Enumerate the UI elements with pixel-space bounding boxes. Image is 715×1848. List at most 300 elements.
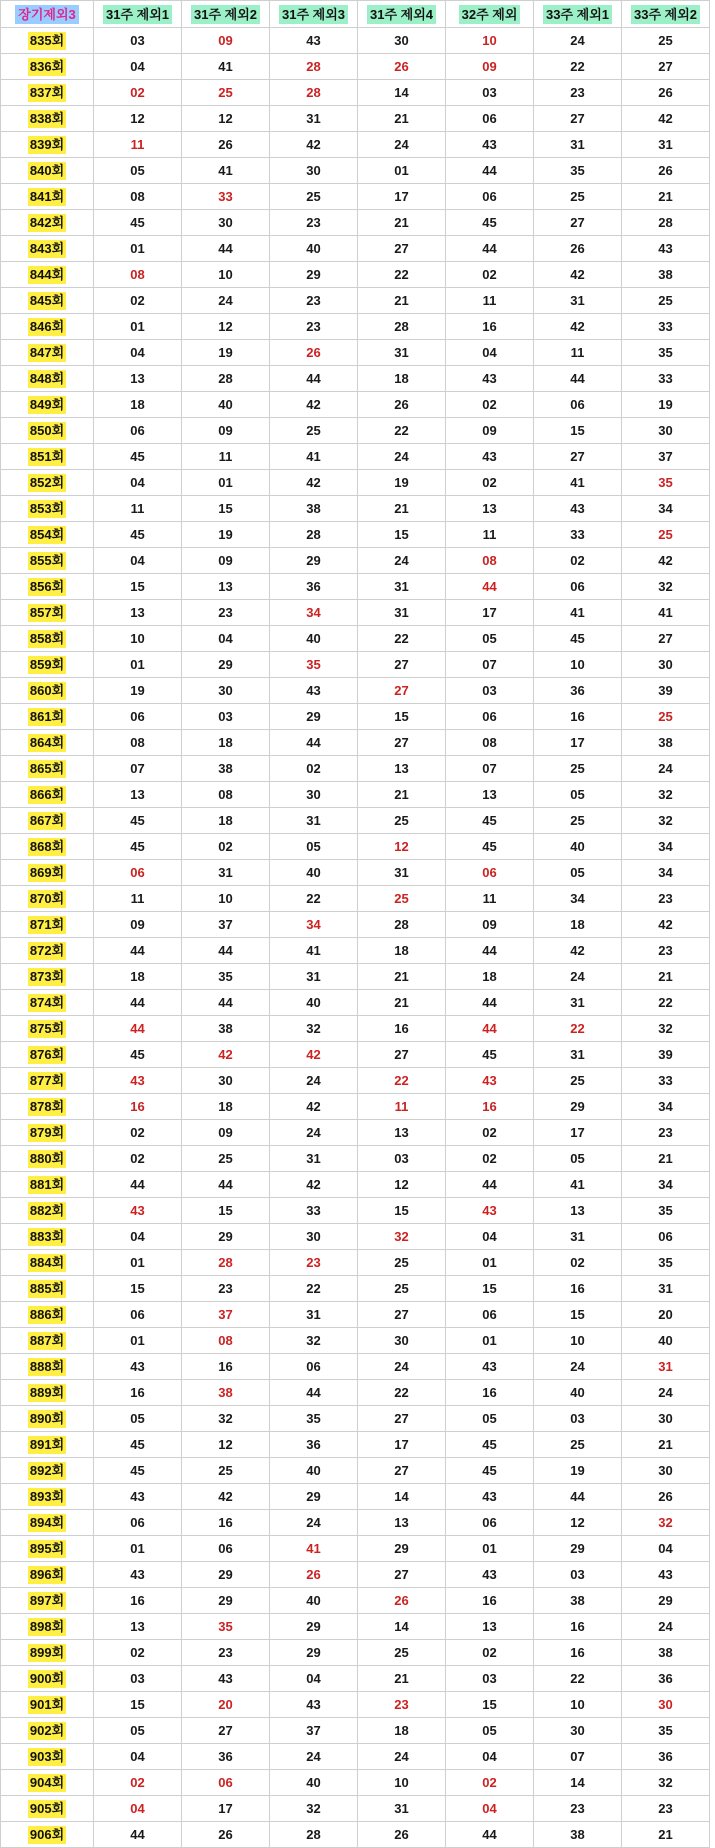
number-cell: 35 [270, 652, 358, 678]
round-label: 888회 [29, 1358, 65, 1374]
table-row [1, 158, 710, 184]
number-cell: 11 [534, 340, 622, 366]
number-cell: 11 [94, 132, 182, 158]
number-cell: 09 [446, 54, 534, 80]
number-cell: 21 [358, 990, 446, 1016]
number-cell: 03 [446, 678, 534, 704]
number-cell: 22 [622, 990, 710, 1016]
round-label: 875회 [29, 1020, 65, 1036]
table-row [1, 1692, 710, 1718]
number-cell: 38 [534, 1822, 622, 1848]
number-cell: 16 [534, 1276, 622, 1302]
number-cell: 31 [534, 132, 622, 158]
number-cell: 45 [446, 834, 534, 860]
number-cell: 12 [182, 106, 270, 132]
number-cell: 36 [270, 1432, 358, 1458]
number-cell: 36 [534, 678, 622, 704]
table-row [1, 340, 710, 366]
number-cell: 07 [534, 1744, 622, 1770]
table-row [1, 548, 710, 574]
table-row [1, 1406, 710, 1432]
number-cell: 24 [270, 1120, 358, 1146]
number-cell: 27 [534, 444, 622, 470]
number-cell: 03 [446, 80, 534, 106]
number-cell: 38 [622, 730, 710, 756]
number-cell: 21 [358, 496, 446, 522]
number-cell: 16 [182, 1510, 270, 1536]
number-cell: 21 [622, 1432, 710, 1458]
number-cell: 28 [358, 912, 446, 938]
number-cell: 02 [94, 1770, 182, 1796]
number-cell: 27 [358, 1042, 446, 1068]
number-cell: 32 [622, 1510, 710, 1536]
round-label: 871회 [29, 916, 65, 932]
number-cell: 44 [94, 938, 182, 964]
number-cell: 22 [534, 1666, 622, 1692]
round-label: 842회 [29, 214, 65, 230]
number-cell: 34 [622, 496, 710, 522]
number-cell: 14 [358, 80, 446, 106]
number-cell: 38 [182, 1016, 270, 1042]
number-cell: 35 [182, 964, 270, 990]
table-row [1, 938, 710, 964]
number-cell: 32 [622, 808, 710, 834]
number-cell: 41 [270, 1536, 358, 1562]
number-cell: 16 [182, 1354, 270, 1380]
number-cell: 40 [270, 1770, 358, 1796]
number-cell: 40 [534, 1380, 622, 1406]
number-cell: 27 [534, 210, 622, 236]
number-cell: 32 [270, 1796, 358, 1822]
number-cell: 06 [446, 860, 534, 886]
number-cell: 45 [446, 1432, 534, 1458]
number-cell: 13 [182, 574, 270, 600]
number-cell: 16 [446, 1588, 534, 1614]
number-cell: 18 [94, 392, 182, 418]
number-cell: 05 [534, 860, 622, 886]
number-cell: 25 [622, 522, 710, 548]
number-cell: 31 [270, 808, 358, 834]
round-cell [1, 1094, 94, 1120]
number-cell: 30 [622, 652, 710, 678]
table-row [1, 314, 710, 340]
round-label: 839회 [29, 136, 65, 152]
number-cell: 29 [182, 1588, 270, 1614]
round-label: 896회 [29, 1566, 65, 1582]
number-cell: 31 [622, 1276, 710, 1302]
round-cell [1, 1484, 94, 1510]
number-cell: 31 [358, 340, 446, 366]
table-row [1, 1510, 710, 1536]
number-cell: 06 [446, 184, 534, 210]
table-row [1, 470, 710, 496]
table-row [1, 1666, 710, 1692]
round-cell [1, 1406, 94, 1432]
round-label: 852회 [29, 474, 65, 490]
number-cell: 43 [622, 1562, 710, 1588]
number-cell: 23 [182, 600, 270, 626]
number-cell: 45 [534, 626, 622, 652]
number-cell: 43 [94, 1068, 182, 1094]
round-cell [1, 1666, 94, 1692]
number-cell: 12 [182, 314, 270, 340]
number-cell: 23 [622, 1796, 710, 1822]
number-cell: 44 [446, 574, 534, 600]
number-cell: 41 [270, 444, 358, 470]
number-cell: 25 [358, 1276, 446, 1302]
number-cell: 05 [446, 626, 534, 652]
round-cell [1, 210, 94, 236]
round-cell [1, 1536, 94, 1562]
number-cell: 30 [358, 1328, 446, 1354]
number-cell: 24 [270, 1510, 358, 1536]
number-cell: 42 [622, 106, 710, 132]
number-cell: 06 [94, 418, 182, 444]
round-label: 844회 [29, 266, 65, 282]
number-cell: 23 [622, 1120, 710, 1146]
number-cell: 35 [270, 1406, 358, 1432]
number-cell: 15 [94, 574, 182, 600]
number-cell: 04 [94, 470, 182, 496]
number-cell: 42 [622, 912, 710, 938]
number-cell: 18 [358, 366, 446, 392]
number-cell: 38 [270, 496, 358, 522]
number-cell: 10 [534, 1328, 622, 1354]
number-cell: 14 [358, 1614, 446, 1640]
round-cell [1, 392, 94, 418]
round-label: 846회 [29, 318, 65, 334]
number-cell: 33 [622, 1068, 710, 1094]
round-label: 886회 [29, 1306, 65, 1322]
round-label: 902회 [29, 1722, 65, 1738]
number-cell: 25 [622, 704, 710, 730]
table-row [1, 106, 710, 132]
round-label: 880회 [29, 1150, 65, 1166]
number-cell: 28 [270, 1822, 358, 1848]
round-label: 883회 [29, 1228, 65, 1244]
number-cell: 08 [182, 1328, 270, 1354]
number-cell: 01 [94, 1536, 182, 1562]
number-cell: 09 [94, 912, 182, 938]
number-cell: 24 [622, 1380, 710, 1406]
round-label: 854회 [29, 526, 65, 542]
number-cell: 24 [534, 1354, 622, 1380]
header-label: 32주 제외 [459, 5, 521, 24]
round-cell [1, 1328, 94, 1354]
table-row [1, 1328, 710, 1354]
round-label: 906회 [29, 1826, 65, 1842]
table-row [1, 574, 710, 600]
number-cell: 06 [94, 1510, 182, 1536]
number-cell: 24 [358, 548, 446, 574]
round-label: 868회 [29, 838, 65, 854]
round-label: 903회 [29, 1748, 65, 1764]
table-row [1, 1068, 710, 1094]
round-label: 857회 [29, 604, 65, 620]
number-cell: 04 [94, 54, 182, 80]
number-cell: 03 [94, 28, 182, 54]
number-cell: 41 [534, 470, 622, 496]
round-cell [1, 1120, 94, 1146]
round-label: 856회 [29, 578, 65, 594]
number-cell: 04 [94, 1224, 182, 1250]
table-row [1, 1354, 710, 1380]
number-cell: 13 [446, 1614, 534, 1640]
round-label: 872회 [29, 942, 65, 958]
number-cell: 02 [534, 548, 622, 574]
number-cell: 13 [358, 756, 446, 782]
number-cell: 05 [534, 782, 622, 808]
number-cell: 23 [270, 314, 358, 340]
table-row [1, 678, 710, 704]
number-cell: 27 [182, 1718, 270, 1744]
number-cell: 28 [270, 80, 358, 106]
number-cell: 04 [446, 1224, 534, 1250]
number-cell: 21 [622, 1822, 710, 1848]
number-cell: 24 [534, 964, 622, 990]
number-cell: 38 [182, 1380, 270, 1406]
number-cell: 05 [94, 158, 182, 184]
number-cell: 43 [94, 1198, 182, 1224]
round-cell [1, 1510, 94, 1536]
number-cell: 18 [358, 1718, 446, 1744]
number-cell: 02 [534, 1250, 622, 1276]
round-cell [1, 444, 94, 470]
number-cell: 25 [182, 80, 270, 106]
round-label: 892회 [29, 1462, 65, 1478]
number-cell: 06 [270, 1354, 358, 1380]
number-cell: 43 [446, 1562, 534, 1588]
number-cell: 21 [358, 288, 446, 314]
number-cell: 30 [182, 1068, 270, 1094]
number-cell: 17 [358, 184, 446, 210]
number-cell: 01 [94, 1328, 182, 1354]
number-cell: 43 [182, 1666, 270, 1692]
table-row [1, 184, 710, 210]
number-cell: 04 [182, 626, 270, 652]
number-cell: 45 [446, 1042, 534, 1068]
number-cell: 15 [182, 496, 270, 522]
number-cell: 28 [622, 210, 710, 236]
round-label: 851회 [29, 448, 65, 464]
number-cell: 25 [534, 756, 622, 782]
round-label: 870회 [29, 890, 65, 906]
number-cell: 16 [446, 1094, 534, 1120]
round-cell [1, 54, 94, 80]
number-cell: 08 [94, 184, 182, 210]
number-cell: 21 [622, 964, 710, 990]
header-label: 장기제외3 [15, 5, 78, 24]
table-row [1, 444, 710, 470]
number-cell: 33 [534, 522, 622, 548]
number-cell: 17 [358, 1432, 446, 1458]
number-cell: 16 [94, 1094, 182, 1120]
round-label: 838회 [29, 110, 65, 126]
number-cell: 23 [358, 1692, 446, 1718]
number-cell: 06 [94, 1302, 182, 1328]
number-cell: 30 [358, 28, 446, 54]
header-cell-31-4 [358, 1, 446, 28]
number-cell: 24 [358, 132, 446, 158]
table-row [1, 1718, 710, 1744]
round-cell [1, 1198, 94, 1224]
round-cell [1, 782, 94, 808]
round-cell [1, 1146, 94, 1172]
number-cell: 18 [182, 808, 270, 834]
header-label: 31주 제외3 [279, 5, 348, 24]
number-cell: 04 [270, 1666, 358, 1692]
number-cell: 34 [622, 860, 710, 886]
round-label: 865회 [29, 760, 65, 776]
table-row [1, 1640, 710, 1666]
table-row [1, 652, 710, 678]
number-cell: 04 [446, 1796, 534, 1822]
header-label: 31주 제외4 [367, 5, 436, 24]
number-cell: 31 [534, 288, 622, 314]
number-cell: 43 [622, 236, 710, 262]
round-label: 881회 [29, 1176, 65, 1192]
number-cell: 18 [94, 964, 182, 990]
round-label: 864회 [29, 734, 65, 750]
table-row [1, 1796, 710, 1822]
number-cell: 23 [182, 1640, 270, 1666]
number-cell: 32 [182, 1406, 270, 1432]
number-cell: 25 [534, 808, 622, 834]
number-cell: 04 [94, 548, 182, 574]
table-row [1, 600, 710, 626]
round-label: 897회 [29, 1592, 65, 1608]
round-cell [1, 80, 94, 106]
table-row [1, 1250, 710, 1276]
number-cell: 11 [94, 496, 182, 522]
round-label: 849회 [29, 396, 65, 412]
round-cell [1, 522, 94, 548]
round-cell [1, 990, 94, 1016]
round-cell [1, 652, 94, 678]
number-cell: 33 [622, 366, 710, 392]
table-row [1, 210, 710, 236]
number-cell: 27 [534, 106, 622, 132]
number-cell: 23 [270, 210, 358, 236]
table-row [1, 626, 710, 652]
number-cell: 15 [94, 1276, 182, 1302]
table-row [1, 886, 710, 912]
table-row [1, 1224, 710, 1250]
table-row [1, 860, 710, 886]
round-cell [1, 938, 94, 964]
number-cell: 15 [182, 1198, 270, 1224]
number-cell: 26 [358, 1588, 446, 1614]
number-cell: 42 [534, 314, 622, 340]
number-cell: 22 [534, 1016, 622, 1042]
round-label: 841회 [29, 188, 65, 204]
header-label: 33주 제외1 [543, 5, 612, 24]
number-cell: 19 [534, 1458, 622, 1484]
number-cell: 09 [182, 1120, 270, 1146]
number-cell: 30 [270, 158, 358, 184]
number-cell: 11 [446, 288, 534, 314]
number-cell: 35 [622, 470, 710, 496]
round-label: 901회 [29, 1696, 65, 1712]
number-cell: 13 [446, 496, 534, 522]
number-cell: 16 [94, 1588, 182, 1614]
number-cell: 40 [270, 236, 358, 262]
number-cell: 21 [622, 1146, 710, 1172]
number-cell: 16 [446, 314, 534, 340]
number-cell: 32 [622, 1016, 710, 1042]
number-cell: 03 [446, 1666, 534, 1692]
number-cell: 31 [534, 1224, 622, 1250]
round-label: 887회 [29, 1332, 65, 1348]
table-row [1, 1536, 710, 1562]
number-cell: 43 [446, 366, 534, 392]
round-cell [1, 106, 94, 132]
number-cell: 21 [622, 184, 710, 210]
number-cell: 28 [270, 54, 358, 80]
number-cell: 42 [270, 1042, 358, 1068]
number-cell: 44 [446, 158, 534, 184]
number-cell: 24 [358, 1744, 446, 1770]
round-label: 882회 [29, 1202, 65, 1218]
number-cell: 26 [182, 132, 270, 158]
number-cell: 19 [182, 522, 270, 548]
number-cell: 45 [94, 444, 182, 470]
round-cell [1, 548, 94, 574]
round-cell [1, 1016, 94, 1042]
number-cell: 44 [446, 1016, 534, 1042]
round-label: 898회 [29, 1618, 65, 1634]
number-cell: 32 [270, 1016, 358, 1042]
table-row [1, 1562, 710, 1588]
round-cell [1, 1042, 94, 1068]
number-cell: 27 [358, 678, 446, 704]
number-cell: 43 [446, 1068, 534, 1094]
number-cell: 26 [358, 1822, 446, 1848]
number-cell: 04 [446, 340, 534, 366]
number-cell: 45 [446, 808, 534, 834]
number-cell: 12 [94, 106, 182, 132]
number-cell: 02 [94, 288, 182, 314]
table-row [1, 1094, 710, 1120]
number-cell: 29 [534, 1536, 622, 1562]
number-cell: 23 [534, 1796, 622, 1822]
number-cell: 27 [358, 236, 446, 262]
number-cell: 02 [446, 1640, 534, 1666]
round-label: 869회 [29, 864, 65, 880]
number-cell: 03 [358, 1146, 446, 1172]
number-cell: 22 [358, 626, 446, 652]
table-row [1, 1302, 710, 1328]
number-cell: 40 [270, 860, 358, 886]
number-cell: 31 [358, 600, 446, 626]
round-label: 894회 [29, 1514, 65, 1530]
number-cell: 30 [270, 1224, 358, 1250]
number-cell: 44 [182, 1172, 270, 1198]
number-cell: 02 [446, 1120, 534, 1146]
number-cell: 42 [270, 392, 358, 418]
number-cell: 02 [446, 1770, 534, 1796]
number-cell: 04 [94, 340, 182, 366]
round-label: 836회 [29, 58, 65, 74]
number-cell: 40 [270, 626, 358, 652]
round-cell [1, 756, 94, 782]
number-cell: 11 [94, 886, 182, 912]
number-cell: 36 [270, 574, 358, 600]
round-cell [1, 600, 94, 626]
round-label: 878회 [29, 1098, 65, 1114]
number-cell: 44 [94, 1822, 182, 1848]
number-cell: 09 [182, 418, 270, 444]
